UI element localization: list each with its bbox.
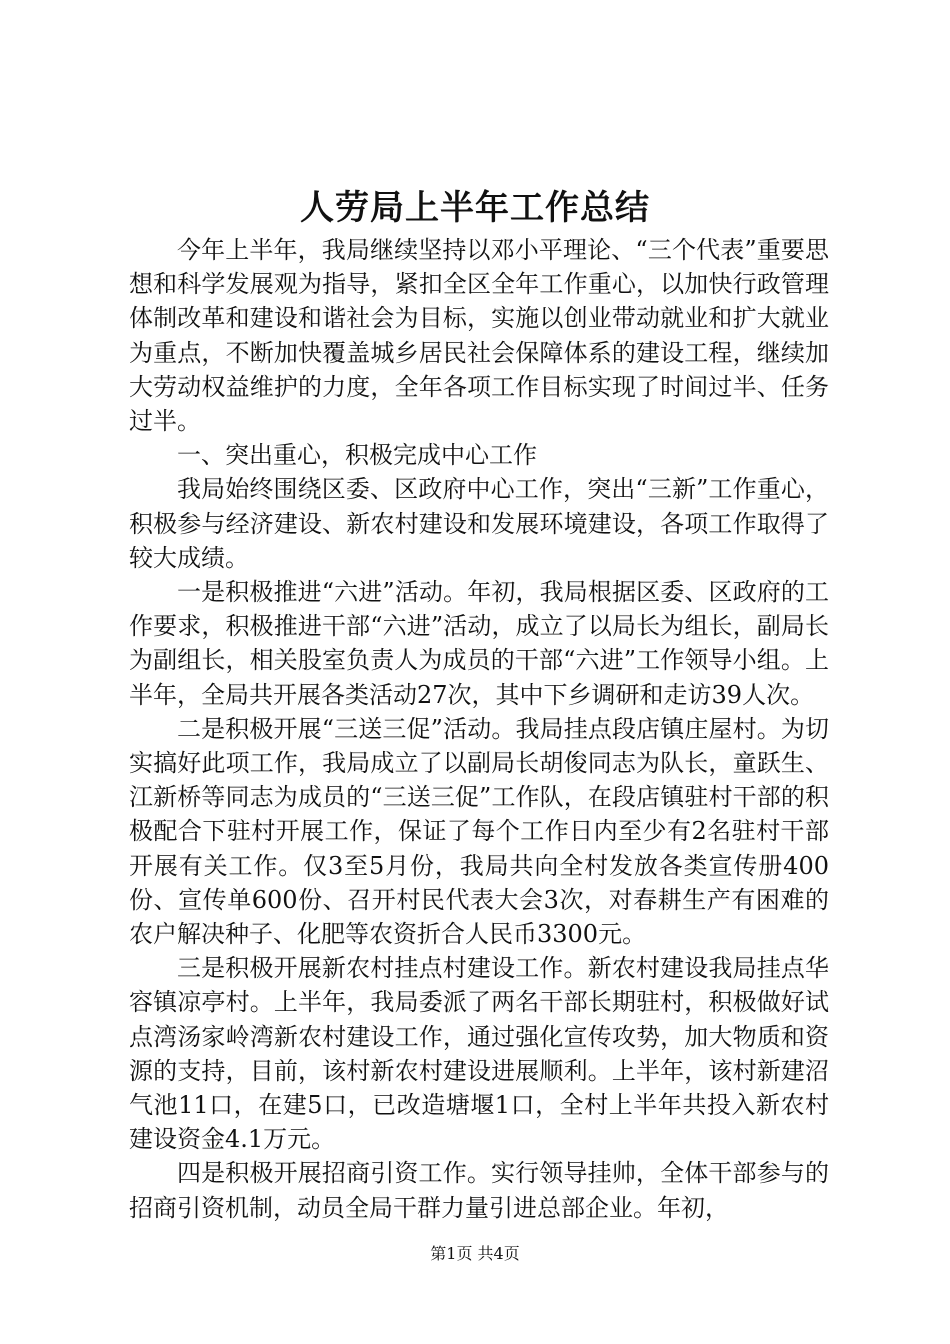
paragraph-intro: 今年上半年，我局继续坚持以邓小平理论、“三个代表”重要思想和科学发展观为指导，紧扣全区全年工作重心，以加快行政管理体制改革和建设和谐社会为目标，实施以创业带动就业和扩大就业为重点，不断加快覆盖城乡居民社会保障体系的建设工程，继续加大劳动权益维护的力度，全年各项工作目标实现了时间过半、任务过半。 (129, 236, 829, 436)
section-heading: 一、突出重心，积极完成中心工作 (177, 441, 537, 470)
paragraph-item-three: 三是积极开展新农村挂点村建设工作。新农村建设我局挂点华容镇凉亭村。上半年，我局委派了两名干部长期驻村，积极做好试点湾汤家岭湾新农村建设工作，通过强化宣传攻势，加大物质和资源的支持，目前，该村新农村建设进展顺利。上半年，该村新建沼气池11口，在建5口，已改造塘堰1口，全村上半年共投入新农村建设资金4.1万元。 (129, 954, 829, 1154)
document-body (129, 233, 829, 1225)
paragraph-item-one: 一是积极推进“六进”活动。年初，我局根据区委、区政府的工作要求，积极推进干部“六进”活动，成立了以局长为组长，副局长为副组长，相关股室负责人为成员的干部“六进”工作领导小组。上半年，全局共开展各类活动27次，其中下乡调研和走访39人次。 (129, 578, 829, 709)
paragraph-item-two: 二是积极开展“三送三促”活动。我局挂点段店镇庄屋村。为切实搞好此项工作，我局成立了以副局长胡俊同志为队长，童跃生、江新桥等同志为成员的“三送三促”工作队，在段店镇驻村干部的积极配合下驻村开展工作，保证了每个工作日内至少有2名驻村干部开展有关工作。仅3至5月份，我局共向全村发放各类宣传册400份、宣传单600份、召开村民代表大会3次，对春耕生产有困难的农户解决种子、化肥等农资折合人民币3300元。 (129, 714, 829, 949)
page-footer: 第1页 共4页 (430, 1244, 520, 1263)
paragraph-section-summary: 我局始终围绕区委、区政府中心工作，突出“三新”工作重心，积极参与经济建设、新农村建设和发展环境建设，各项工作取得了较大成绩。 (129, 475, 829, 572)
paragraph-item-four: 四是积极开展招商引资工作。实行领导挂帅，全体干部参与的招商引资机制，动员全局干群力量引进总部企业。年初， (129, 1159, 829, 1222)
document-title: 人劳局上半年工作总结 (300, 188, 650, 228)
